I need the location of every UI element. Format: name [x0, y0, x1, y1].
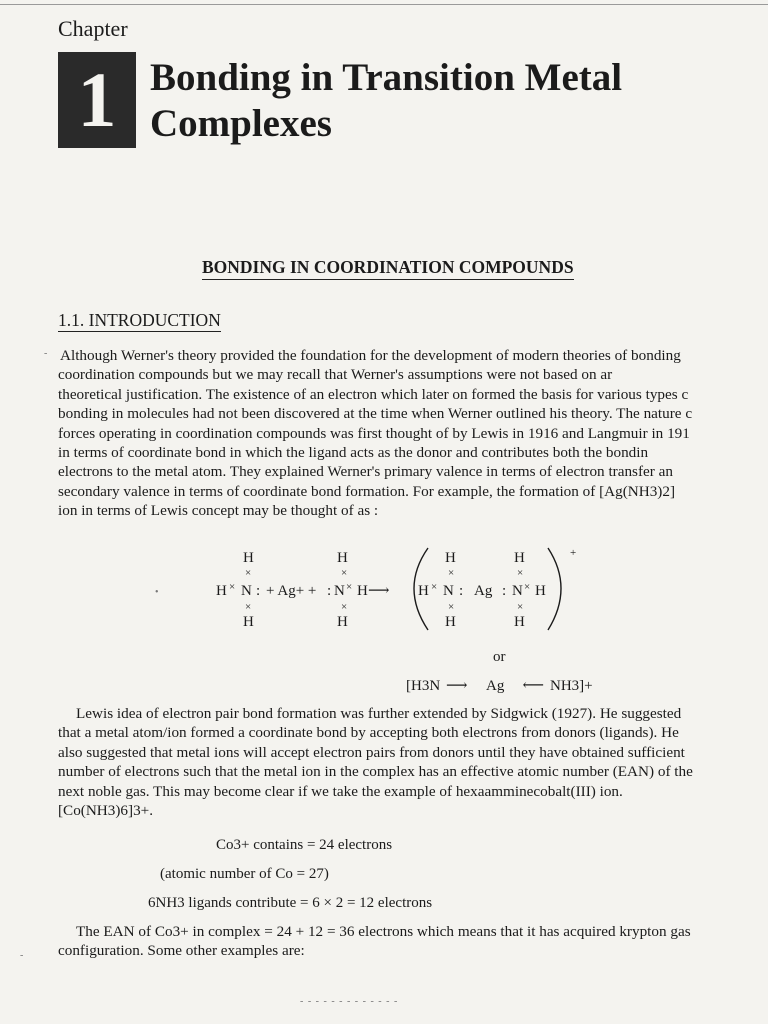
lewis-equation-diagram — [0, 540, 768, 700]
intro-line: theoretical justification. The existence of an electron which later on formed the basis for various types c — [58, 385, 689, 403]
subsection-title: 1.1. INTRODUCTION — [58, 310, 221, 330]
eq-n: N — [334, 583, 345, 599]
eq-ag: Ag — [474, 583, 493, 599]
scan-speck: - - - - - - - - - - - - - — [300, 996, 399, 1007]
eq-h: H — [216, 583, 227, 599]
intro-paragraph — [58, 346, 768, 521]
intro-line: ion in terms of Lewis concept may be thought of as : — [58, 502, 379, 520]
eq-alt-left: [H3N — [406, 678, 441, 694]
para2-line: that a metal atom/ion formed a coordinate bond by accepting both electrons from donors (ligands). He — [58, 724, 679, 742]
eq-h: H — [445, 614, 456, 630]
section-title: BONDING IN COORDINATION COMPOUNDS — [202, 257, 574, 280]
eq-colon: : — [327, 583, 332, 599]
eq-arrow: ⟶ — [522, 676, 544, 692]
eq-colon: : — [502, 583, 507, 599]
eq-h: H — [243, 614, 254, 630]
eq-h: H — [243, 550, 254, 566]
eq-alt-right: NH3]+ — [550, 678, 593, 694]
chapter-title-line1: Bonding in Transition Metal — [150, 56, 623, 99]
eq-x: × — [341, 567, 348, 579]
chapter-number: 1 — [77, 56, 117, 143]
intro-line: Although Werner's theory provided the foundation for the development of modern theories of bonding — [60, 347, 681, 364]
eq-x: × — [448, 601, 455, 613]
eq-h: H — [357, 583, 368, 599]
scan-speck: - — [44, 348, 48, 359]
eq-colon: : — [256, 583, 261, 599]
para2-line: number of electrons such that the metal ion in the complex has an effective atomic number (EAN) of the — [58, 763, 693, 781]
eq-h: H — [445, 550, 456, 566]
eq-n: N — [443, 583, 454, 599]
intro-line: coordination compounds but we may recall that Werner's assumptions were not based on ar — [58, 366, 613, 384]
eq-x: × — [229, 581, 236, 593]
eq-x: × — [517, 601, 524, 613]
eq-h: H — [337, 550, 348, 566]
eq-x: × — [448, 567, 455, 579]
eq-arrow: ⟶ — [446, 678, 468, 694]
chapter-label: Chapter — [58, 16, 128, 41]
charge-plus: + — [570, 547, 577, 559]
chapter-title-line2: Complexes — [150, 102, 332, 145]
para2-line: [Co(NH3)6]3+. — [58, 802, 154, 820]
eq-arrow: ⟶ — [368, 583, 390, 599]
intro-line: in terms of coordinate bond in which the ligand acts as the donor and contributes both the bondin — [58, 444, 649, 462]
eq-n: N — [512, 583, 523, 599]
sidgwick-paragraph — [58, 704, 768, 820]
scan-speck: - — [20, 950, 24, 961]
intro-line: bonding in molecules had not been discovered at the time when Werner outlined his theory. The nature c — [58, 405, 693, 423]
eq-h: H — [418, 583, 429, 599]
right-paren — [548, 548, 561, 630]
para2-line: also suggested that metal ions will accept electron pairs from donors until they have obtained sufficient — [58, 743, 685, 761]
para2-line: next noble gas. This may become clear if we take the example of hexaamminecobalt(III) ion. — [58, 782, 623, 800]
page-top-rule — [0, 4, 768, 5]
eq-x: × — [524, 581, 531, 593]
eq-h: H — [337, 614, 348, 630]
eq-x: × — [517, 567, 524, 579]
eq-x: × — [346, 581, 353, 593]
eq-colon: : — [459, 583, 464, 599]
eq-x: × — [431, 581, 438, 593]
intro-line: electrons to the metal atom. They explained Werner's primary valence in terms of electron transfer an — [58, 463, 673, 481]
final-line: configuration. Some other examples are: — [58, 942, 305, 960]
calc-line-1: Co3+ contains = 24 electrons — [216, 837, 393, 853]
eq-h: H — [535, 583, 546, 599]
eq-x: × — [341, 601, 348, 613]
intro-line: secondary valence in terms of coordinate bond formation. For example, the formation of [Ag(NH3)2] — [58, 482, 676, 500]
calc-line-2: (atomic number of Co = 27) — [160, 866, 329, 882]
chapter-number-badge — [58, 52, 136, 148]
final-line: The EAN of Co3+ in complex = 24 + 12 = 36 electrons which means that it has acquired krypton gas — [76, 923, 691, 940]
scan-speck: • — [155, 587, 159, 598]
chapter-title — [150, 55, 750, 147]
eq-n: N — [241, 583, 252, 599]
ean-paragraph — [58, 922, 768, 961]
eq-ag-plus: + Ag+ + — [266, 583, 317, 599]
eq-h: H — [514, 614, 525, 630]
eq-x: × — [245, 567, 252, 579]
calc-line-3: 6NH3 ligands contribute = 6 × 2 = 12 electrons — [148, 895, 433, 911]
intro-line: forces operating in coordination compounds was first thought of by Lewis in 1916 and Langmuir in 191 — [58, 424, 690, 442]
eq-alt-ag: Ag — [486, 678, 505, 694]
eq-x: × — [245, 601, 252, 613]
eq-h: H — [514, 550, 525, 566]
para2-line: Lewis idea of electron pair bond formation was further extended by Sidgwick (1927). He suggested — [76, 705, 682, 722]
eq-or: or — [493, 649, 506, 665]
